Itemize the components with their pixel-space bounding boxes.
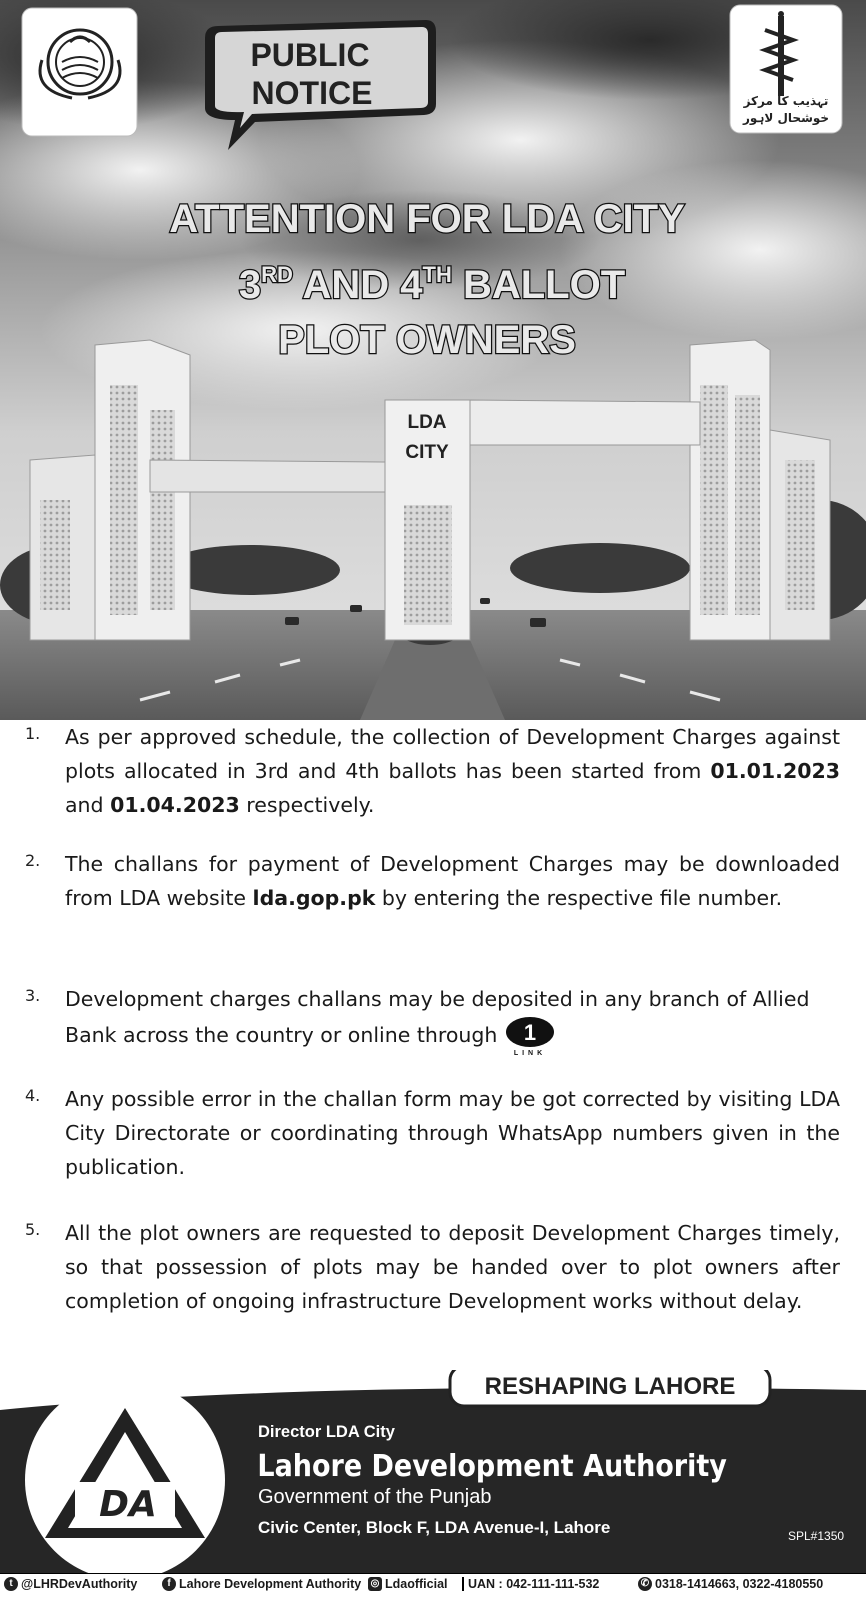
- website-link[interactable]: lda.gop.pk: [252, 886, 376, 910]
- whatsapp-numbers[interactable]: ✆ 0318-1414663, 0322-4180550: [638, 1577, 823, 1591]
- facebook-page[interactable]: f Lahore Development Authority: [162, 1577, 361, 1591]
- urdu-line-2: خوشحال لاہور: [742, 111, 830, 125]
- address: Civic Center, Block F, LDA Avenue-I, Lahore: [258, 1518, 611, 1537]
- svg-text:DA: DA: [99, 1484, 157, 1525]
- tagline: RESHAPING LAHORE: [484, 1373, 736, 1400]
- item-text: The challans for payment of Development Charges may be downloaded from LDA website lda.gop.pk by entering the respective file number.: [65, 852, 840, 910]
- badge-public: PUBLIC: [250, 37, 370, 73]
- punjab-govt-logo: [22, 8, 137, 136]
- facebook-icon: f: [162, 1577, 176, 1591]
- hero-illustration: [0, 0, 866, 720]
- org-name: Lahore Development Authority: [257, 1448, 727, 1484]
- headline-line-2: 3RD AND 4TH BALLOT: [238, 262, 626, 307]
- gate-sign-city: CITY: [405, 442, 449, 463]
- headline-line-3: PLOT OWNERS: [278, 318, 576, 362]
- item-number: 4.: [25, 1086, 41, 1105]
- instagram-icon: ◎: [368, 1577, 382, 1591]
- gate-sign-lda: LDA: [407, 412, 447, 433]
- twitter-icon: t: [4, 1577, 18, 1591]
- uan-number: UAN : 042-111-111-532: [462, 1577, 599, 1591]
- item-text: Any possible error in the challan form may be got corrected by visiting LDA City Directorate or coordinating through WhatsApp numbers given in the publication.: [65, 1087, 840, 1179]
- whatsapp-icon: ✆: [638, 1577, 652, 1591]
- headline-line-1: ATTENTION FOR LDA CITY: [169, 197, 685, 241]
- instagram-handle[interactable]: ◎ Ldaofficial: [368, 1577, 448, 1591]
- item-text: Development charges challans may be deposited in any branch of Allied Bank across the country or online through 1 LINK: [65, 987, 810, 1056]
- item-text: All the plot owners are requested to deposit Development Charges timely, so that possession of plots may be handed over to plot owners after completion of ongoing infrastructure Development works without delay.: [65, 1221, 840, 1313]
- contact-bar: [0, 1573, 866, 1596]
- ref-number: SPL#1350: [788, 1529, 845, 1543]
- footer-graphic: [0, 1370, 866, 1595]
- item-text: As per approved schedule, the collection of Development Charges against plots allocated in 3rd and 4th ballots has been started from 01.01.2023 and 01.04.2023 respectively.: [65, 725, 840, 817]
- item-number: 1.: [25, 724, 41, 743]
- govt-name: Government of the Punjab: [258, 1486, 492, 1508]
- date-3rd-ballot: 01.01.2023: [710, 759, 840, 783]
- date-4th-ballot: 01.04.2023: [110, 793, 240, 817]
- twitter-handle[interactable]: t @LHRDevAuthority: [4, 1577, 137, 1591]
- badge-notice: NOTICE: [251, 75, 373, 111]
- item-number: 3.: [25, 986, 41, 1005]
- footer-block: [0, 1370, 866, 1595]
- hero-banner: [0, 0, 866, 720]
- 1link-logo: [503, 1016, 557, 1056]
- svg-text:1: 1: [524, 1020, 537, 1045]
- director-title: Director LDA City: [258, 1423, 395, 1441]
- item-number: 2.: [25, 851, 41, 870]
- urdu-line-1: تہذیب کا مرکز: [743, 94, 829, 108]
- svg-text:LINK: LINK: [514, 1050, 547, 1056]
- item-number: 5.: [25, 1220, 41, 1239]
- lda-logo: [25, 1380, 225, 1580]
- lahore-tagline-logo: [730, 5, 842, 133]
